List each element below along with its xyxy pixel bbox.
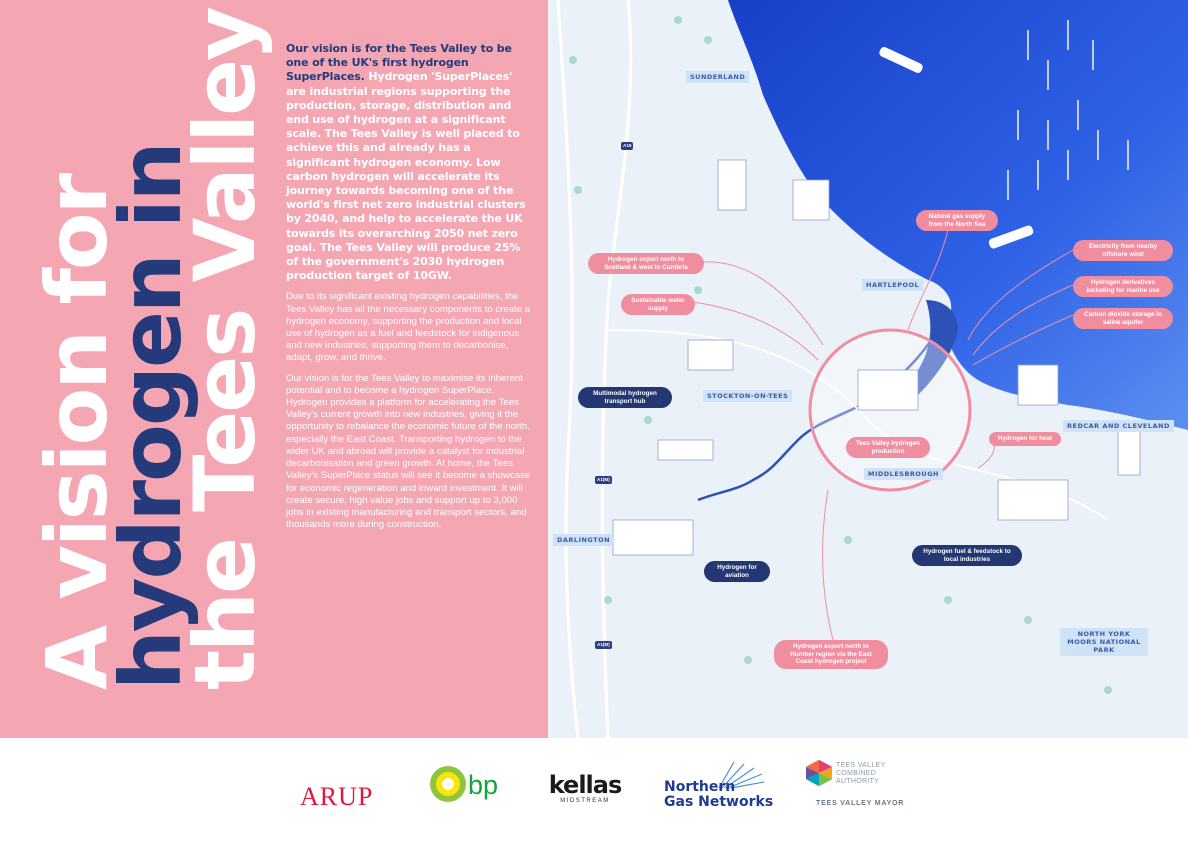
callout-derivatives: Hydrogen derivatives including for marine use bbox=[1073, 276, 1173, 297]
intro-paragraph bbox=[286, 42, 534, 283]
bp-logo bbox=[428, 764, 508, 812]
tv-line-3: AUTHORITY bbox=[836, 778, 880, 785]
tees-valley-mayor: TEES VALLEY MAYOR bbox=[816, 800, 905, 807]
callout-offshore-wind: Electricity from nearby offshore wind bbox=[1073, 240, 1173, 261]
tv-line-1: TEES VALLEY bbox=[836, 762, 886, 769]
callout-natural-gas: Natural gas supply from the North Sea bbox=[916, 210, 998, 231]
arup-logo: ARUP bbox=[300, 782, 374, 811]
callout-export-humber: Hydrogen export north to Humber region via the East Coast hydrogen project bbox=[774, 640, 888, 669]
body-paragraph-1: Due to its significant existing hydrogen capabilities, the Tees Valley has all the necessary components to create a hydrogen economy, supporting the production and local use of hydrogen as a fuel and feedstock for indigenous and new industries, supporting them to decarbonise, adapt, grow, and thrive. bbox=[286, 291, 531, 364]
town-label-redcar: REDCAR AND CLEVELAND bbox=[1063, 420, 1174, 432]
title-line-1: A vision for bbox=[28, 174, 126, 690]
title-line-3: the Tees Valley bbox=[176, 8, 274, 690]
kellas-wordmark: kellas bbox=[548, 771, 622, 799]
callout-heat: Hydrogen for heat bbox=[989, 432, 1061, 446]
kellas-subtitle: MIDSTREAM bbox=[560, 798, 610, 804]
road-label-a19: A19 bbox=[623, 143, 632, 148]
ngn-line-2: Gas Networks bbox=[664, 794, 774, 810]
town-label-stockton: STOCKTON-ON-TEES bbox=[703, 390, 792, 402]
vertical-title bbox=[28, 0, 274, 690]
text-column bbox=[286, 42, 534, 531]
callout-export-scotland: Hydrogen export north to Scotland & west to Cumbria bbox=[588, 253, 704, 274]
ngn-line-1: Northern bbox=[664, 779, 736, 795]
ngn-wordmark bbox=[664, 780, 773, 810]
town-label-middlesbrough: MIDDLESBROUGH bbox=[864, 468, 943, 480]
tees-valley-mark-icon bbox=[806, 760, 832, 786]
partner-logos bbox=[0, 738, 1188, 842]
road-label-a1m-south: A1(M) bbox=[597, 642, 610, 647]
tees-valley-wordmark bbox=[836, 762, 885, 786]
body-paragraph-2: Our vision is for the Tees Valley to maximise its inherent potential and to become a hydrogen SuperPlace. Hydrogen provides a platform for accelerating the Tees Valley's current growth into new industries, giving it the opportunity to rebalance the economic future of the north, especially the East Coast. Transporting hydrogen to the wider UK and abroad will provide a catalyst for industrial decarbonisation and green growth. At home, the Tees Valley's SuperPlace status will see it become a showcase for economic regeneration and inward investment. It will create secure, high value jobs and support up to 3,000 jobs in existing manufacturing and transport sectors, and thousands more during construction. bbox=[286, 372, 531, 531]
northern-gas-networks-logo bbox=[664, 760, 774, 820]
tees-valley-combined-authority-logo bbox=[806, 760, 906, 820]
town-label-sunderland: SUNDERLAND bbox=[686, 71, 749, 83]
callout-fuel-feedstock: Hydrogen fuel & feedstock to local industries bbox=[912, 545, 1022, 566]
title-line-2: hydrogen in bbox=[102, 143, 200, 690]
bp-wordmark: bp bbox=[468, 770, 499, 800]
callout-aviation: Hydrogen for aviation bbox=[704, 561, 770, 582]
title-panel bbox=[0, 0, 548, 738]
tv-line-2: COMBINED bbox=[836, 770, 877, 777]
callout-production: Tees Valley hydrogen production bbox=[846, 437, 930, 458]
road-label-a1m: A1(M) bbox=[597, 477, 610, 482]
callout-transport-hub: Multimodal hydrogen transport hub bbox=[578, 387, 672, 408]
kellas-logo bbox=[540, 772, 630, 804]
intro-navy-text: Our vision is for the Tees Valley to be one of the UK's first hydrogen SuperPlaces. bbox=[286, 42, 512, 84]
tees-valley-map bbox=[548, 0, 1188, 738]
intro-white-text: Hydrogen 'SuperPlaces' are industrial regions supporting the production, storage, distribution and end use of hydrogen at a significant scale. The Tees Valley is well placed to achieve this and already has a significant hydrogen economy. Low carbon hydrogen will accelerate its journey towards becoming one of the world's first net zero industrial clusters by 2040, and help to accelerate the UK towards its overarching 2050 net zero goal. The Tees Valley will produce 25% of the government's 2030 hydrogen production target of 10GW. bbox=[286, 70, 526, 283]
callout-co2-storage: Carbon dioxide storage in saline aquifer bbox=[1073, 308, 1173, 329]
town-label-hartlepool: HARTLEPOOL bbox=[862, 279, 923, 291]
callout-water-supply: Sustainable water supply bbox=[621, 294, 695, 315]
town-label-darlington: DARLINGTON bbox=[553, 534, 614, 546]
bp-helios-icon bbox=[428, 764, 468, 804]
town-label-north-york-moors: NORTH YORK MOORS NATIONAL PARK bbox=[1060, 628, 1148, 656]
